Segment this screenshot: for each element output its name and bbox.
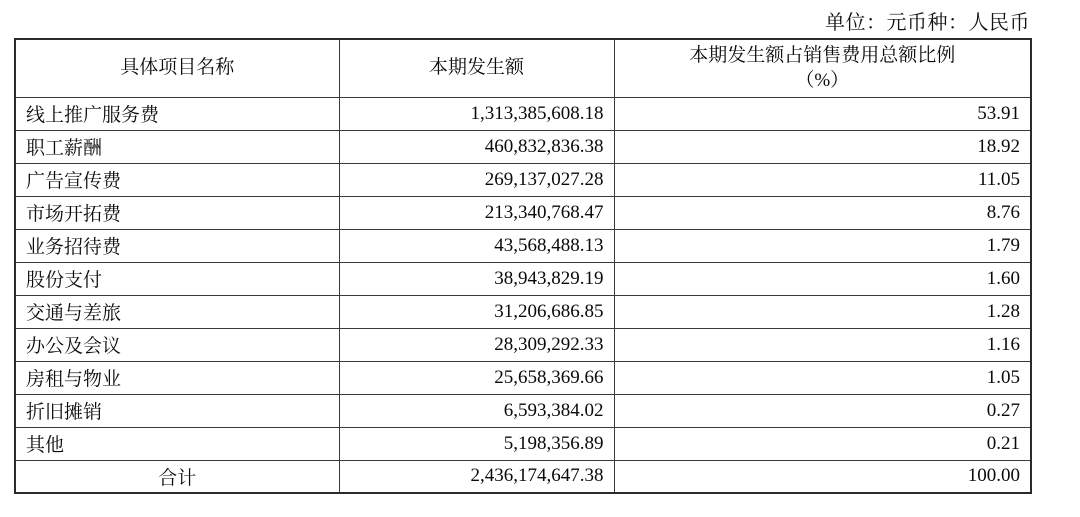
ratio-cell: 18.92	[614, 130, 1031, 163]
item-name-cell: 广告宣传费	[15, 163, 339, 196]
expense-breakdown-table	[14, 38, 1032, 494]
item-name-cell: 职工薪酬	[15, 130, 339, 163]
item-name-cell: 折旧摊销	[15, 394, 339, 427]
item-name-cell: 业务招待费	[15, 229, 339, 262]
amount-cell: 269,137,027.28	[339, 163, 614, 196]
table-row	[15, 361, 1031, 394]
item-name-cell: 办公及会议	[15, 328, 339, 361]
table-row	[15, 163, 1031, 196]
amount-cell: 38,943,829.19	[339, 262, 614, 295]
ratio-cell: 0.21	[614, 427, 1031, 460]
total-label-cell: 合计	[15, 460, 339, 493]
amount-cell: 28,309,292.33	[339, 328, 614, 361]
ratio-cell: 1.16	[614, 328, 1031, 361]
currency-unit-label: 单位：元币种：人民币	[825, 12, 1030, 34]
table-row	[15, 97, 1031, 130]
column-header-ratio-line2: （%）	[795, 70, 850, 92]
ratio-cell: 1.60	[614, 262, 1031, 295]
amount-cell: 6,593,384.02	[339, 394, 614, 427]
item-name-cell: 股份支付	[15, 262, 339, 295]
amount-cell: 460,832,836.38	[339, 130, 614, 163]
amount-cell: 25,658,369.66	[339, 361, 614, 394]
total-amount-cell: 2,436,174,647.38	[339, 460, 614, 493]
amount-cell: 5,198,356.89	[339, 427, 614, 460]
table-row	[15, 229, 1031, 262]
amount-cell: 1,313,385,608.18	[339, 97, 614, 130]
table-row	[15, 427, 1031, 460]
item-name-cell: 线上推广服务费	[15, 97, 339, 130]
table-row	[15, 295, 1031, 328]
table-row	[15, 262, 1031, 295]
item-name-cell: 其他	[15, 427, 339, 460]
amount-cell: 213,340,768.47	[339, 196, 614, 229]
column-header-item-name: 具体项目名称	[15, 39, 339, 97]
ratio-cell: 11.05	[614, 163, 1031, 196]
ratio-cell: 1.28	[614, 295, 1031, 328]
total-ratio-cell: 100.00	[614, 460, 1031, 493]
amount-cell: 31,206,686.85	[339, 295, 614, 328]
ratio-cell: 1.05	[614, 361, 1031, 394]
table-row	[15, 196, 1031, 229]
table-row	[15, 394, 1031, 427]
table-row	[15, 130, 1031, 163]
column-header-amount: 本期发生额	[339, 39, 614, 97]
table-row	[15, 328, 1031, 361]
item-name-cell: 房租与物业	[15, 361, 339, 394]
table-header-row	[15, 39, 1031, 97]
column-header-ratio-line1: 本期发生额占销售费用总额比例	[689, 44, 956, 66]
item-name-cell: 交通与差旅	[15, 295, 339, 328]
table-total-row	[15, 460, 1031, 493]
ratio-cell: 1.79	[614, 229, 1031, 262]
ratio-cell: 8.76	[614, 196, 1031, 229]
ratio-cell: 53.91	[614, 97, 1031, 130]
amount-cell: 43,568,488.13	[339, 229, 614, 262]
item-name-cell: 市场开拓费	[15, 196, 339, 229]
column-header-ratio	[614, 39, 1031, 97]
ratio-cell: 0.27	[614, 394, 1031, 427]
